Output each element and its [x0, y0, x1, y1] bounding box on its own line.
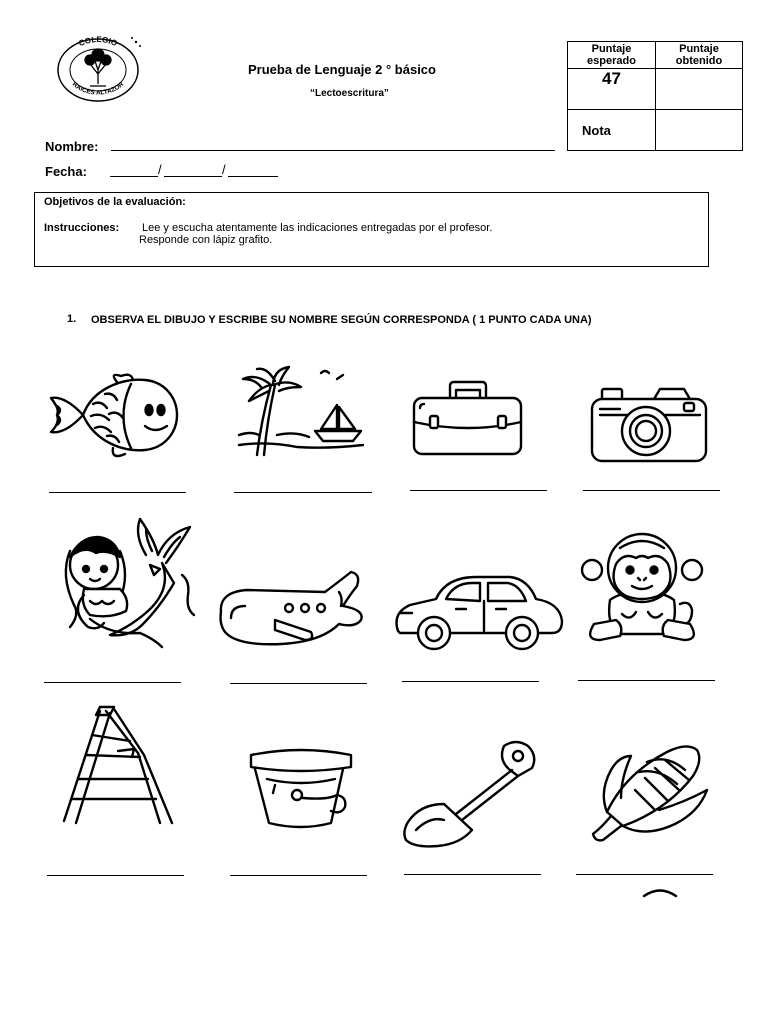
beach-icon: [237, 365, 367, 460]
svg-text:COLEGIO: [77, 35, 118, 48]
answer-line-corn[interactable]: [576, 874, 713, 875]
camera-icon: [588, 385, 710, 467]
instructions-label: Instrucciones:: [44, 222, 120, 234]
date-year-field[interactable]: [228, 176, 278, 177]
expected-score-header: Puntaje esperado: [568, 42, 656, 69]
date-separator: /: [158, 162, 162, 177]
score-table: [567, 41, 743, 151]
answer-line-beach[interactable]: [234, 492, 372, 493]
test-title: Prueba de Lenguaje 2 ° básico: [248, 62, 436, 77]
grade-cell[interactable]: [656, 110, 743, 151]
briefcase-icon: [410, 380, 525, 458]
expected-score-value: 47: [568, 69, 656, 110]
instructions-text-2: Responde con lápiz grafito.: [139, 234, 273, 246]
date-month-field[interactable]: [164, 176, 222, 177]
name-field[interactable]: [111, 150, 555, 151]
answer-line-briefcase[interactable]: [410, 490, 547, 491]
test-subtitle: “Lectoescritura”: [310, 88, 389, 99]
logo-text-top: COLEGIO: [77, 34, 119, 49]
objectives-title: Objetivos de la evaluación:: [44, 196, 186, 208]
question-text: OBSERVA EL DIBUJO Y ESCRIBE SU NOMBRE SEGÚN CORRESPONDA ( 1 PUNTO CADA UNA): [91, 314, 592, 326]
answer-line-camera[interactable]: [583, 490, 720, 491]
answer-line-airplane[interactable]: [230, 683, 367, 684]
airplane-icon: [215, 570, 365, 655]
car-icon: [390, 575, 565, 655]
answer-line-car[interactable]: [402, 681, 539, 682]
date-label: Fecha:: [45, 164, 87, 179]
mermaid-icon: [50, 515, 210, 650]
obtained-score-cell[interactable]: [656, 69, 743, 110]
bucket-icon: [245, 745, 355, 830]
school-logo: [52, 34, 144, 102]
obtained-score-header: Puntaje obtenido: [656, 42, 743, 69]
answer-line-shovel[interactable]: [404, 874, 541, 875]
question-number: 1.: [67, 313, 77, 325]
corn-icon: [585, 738, 710, 843]
answer-line-fish[interactable]: [49, 492, 186, 493]
shovel-icon: [400, 740, 545, 850]
answer-line-mermaid[interactable]: [44, 682, 181, 683]
monkey-icon: [580, 530, 705, 645]
partial-picture-icon: [640, 884, 680, 894]
answer-line-ladder[interactable]: [47, 875, 184, 876]
logo-text-bottom: RAICES ALTAZOR: [70, 80, 126, 97]
answer-line-bucket[interactable]: [230, 875, 367, 876]
date-day-field[interactable]: [110, 176, 158, 177]
date-separator: /: [222, 162, 226, 177]
instructions-text-1: Lee y escucha atentamente las indicaciones entregadas por el profesor.: [142, 222, 493, 234]
grade-label: Nota: [568, 110, 656, 151]
name-label: Nombre:: [45, 139, 99, 154]
fish-icon: [45, 370, 180, 460]
ladder-icon: [60, 705, 175, 825]
answer-line-monkey[interactable]: [578, 680, 715, 681]
tree-icon: [85, 49, 111, 86]
